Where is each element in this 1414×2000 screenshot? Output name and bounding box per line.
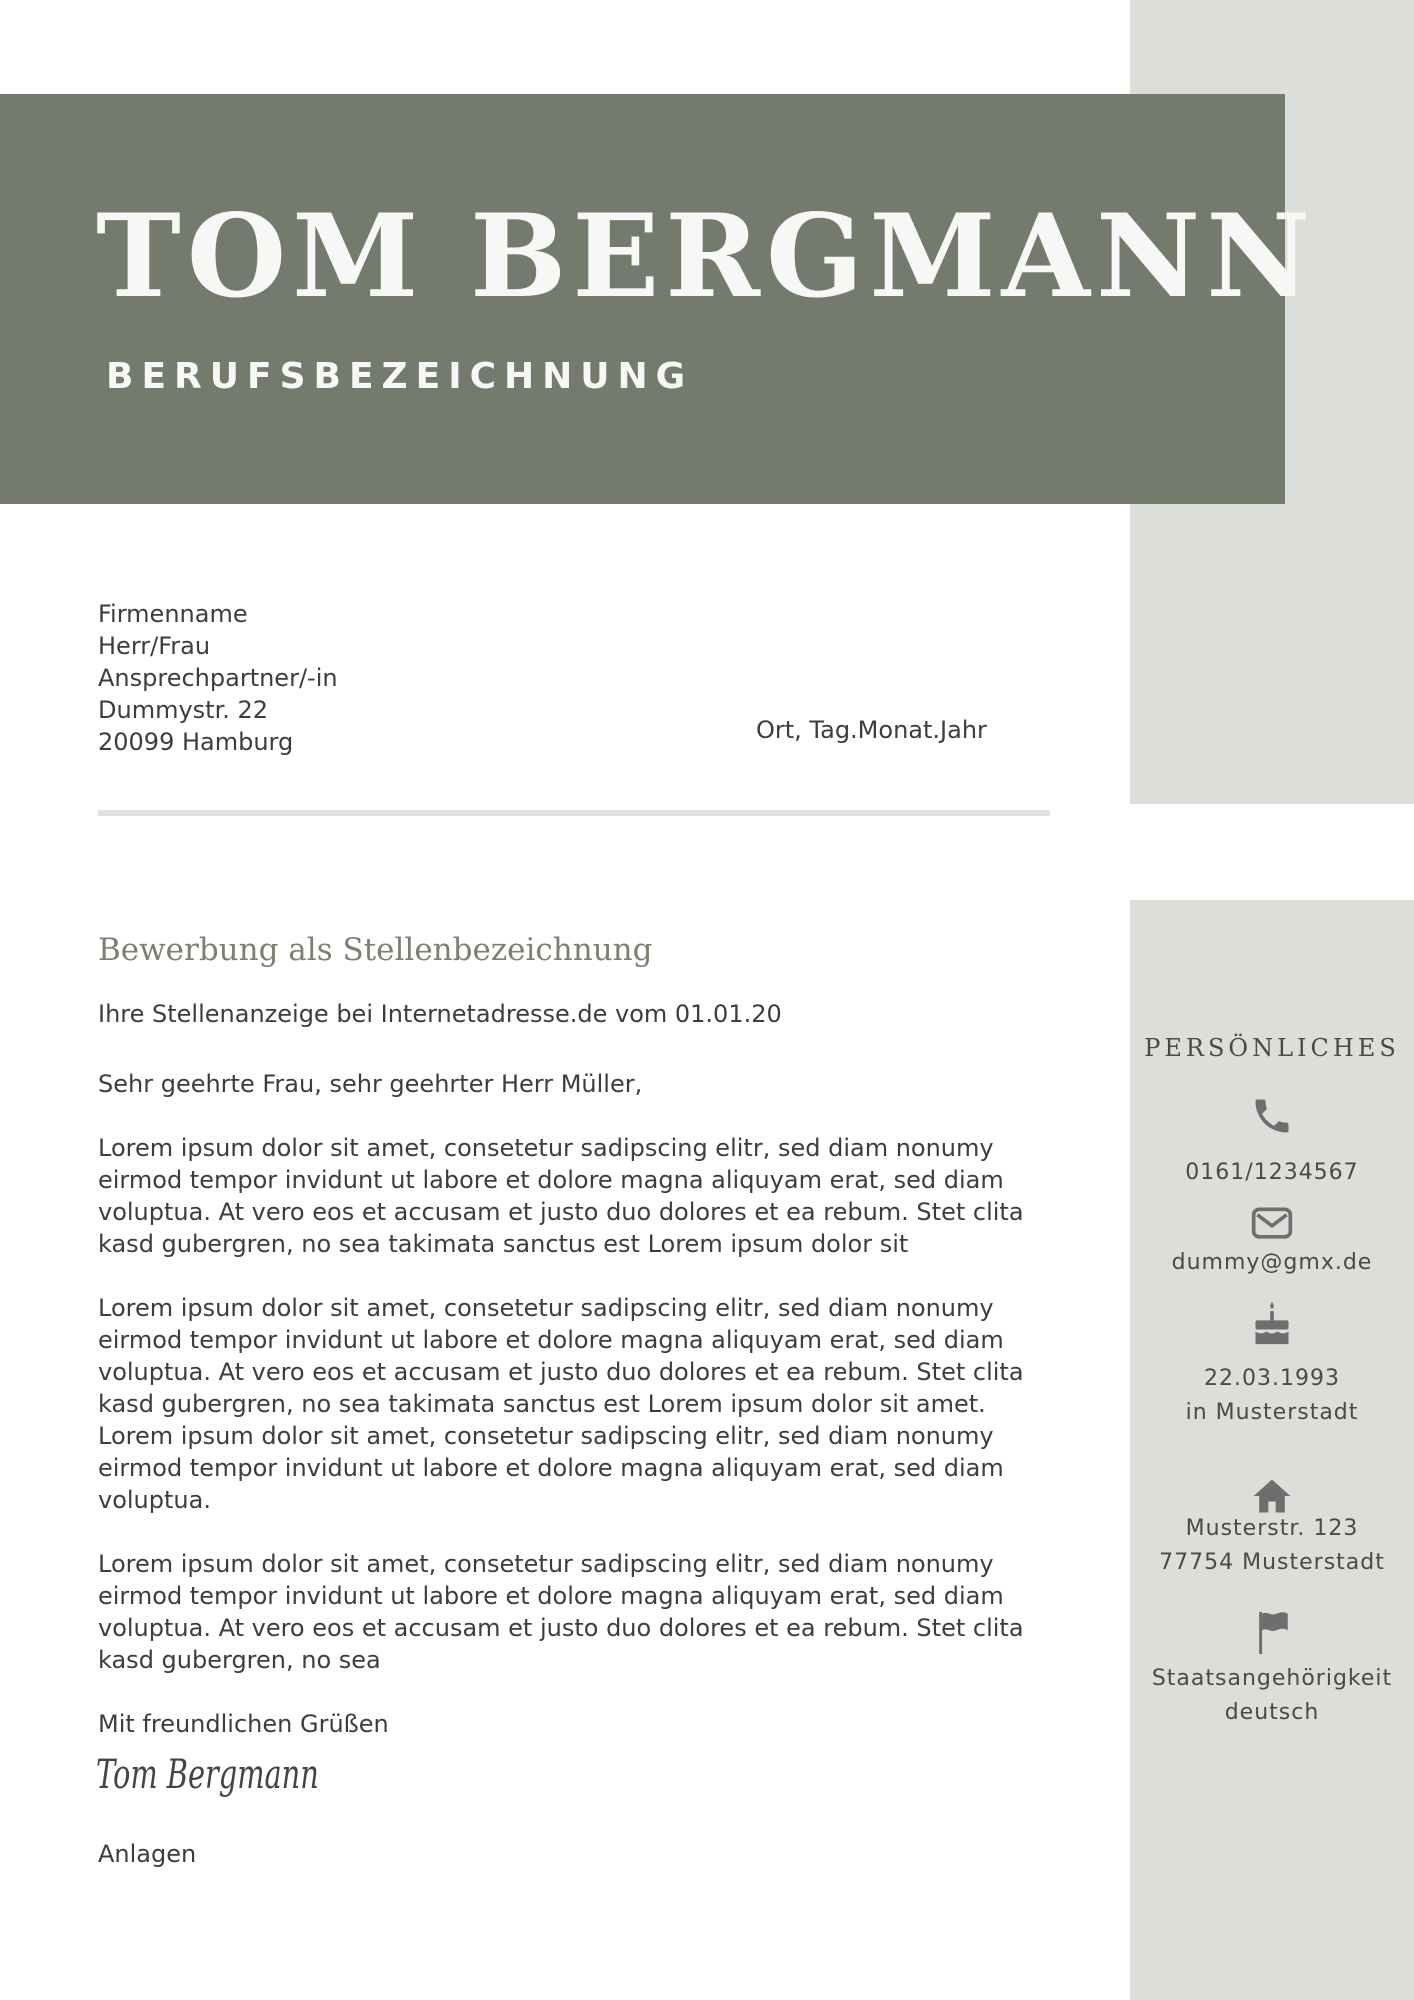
recipient-line: Dummystr. 22 [98,696,269,724]
street: Musterstr. 123 [1185,1516,1359,1541]
body-paragraph: Lorem ipsum dolor sit amet, consetetur sadipscing elitr, sed diam nonumy eirmod tempor invidunt ut labore et dolore magna aliquyam erat, sed diam voluptua. At vero eos et accusam et justo duo dolores et ea rebum. Stet clita kasd gubergren, no sea takimata sanctus est Lorem ipsum dolor sit [98,1134,1024,1258]
address-info [1130,1512,1414,1580]
recipient-line: 20099 Hamburg [98,728,294,756]
place-date: Ort, Tag.Monat.Jahr [756,716,987,744]
phone-info [1130,1156,1414,1190]
divider [98,810,1050,816]
body-paragraph: Lorem ipsum dolor sit amet, consetetur sadipscing elitr, sed diam nonumy eirmod tempor invidunt ut labore et dolore magna aliquyam erat, sed diam voluptua. At vero eos et accusam et justo duo dolores et ea rebum. Stet clita kasd gubergren, no sea takimata sanctus est Lorem ipsum dolor sit amet. Lorem ipsum dolor sit amet, consetetur sadipscing elitr, sed diam nonumy eirmod tempor invidunt ut labore et dolore magna aliquyam erat, sed diam voluptua. [98,1294,1024,1514]
letter-subject: Bewerbung als Stellenbezeichnung [98,932,653,968]
attachments: Anlagen [98,1840,197,1868]
recipient-line: Ansprechpartner/-in [98,664,338,692]
city: 77754 Musterstadt [1159,1550,1385,1575]
recipient-address [98,598,338,758]
mail-icon [1250,1204,1294,1244]
birth-place: in Musterstadt [1185,1400,1359,1425]
nationality-label: Staatsangehörigkeit [1151,1666,1393,1691]
salutation: Sehr geehrte Frau, sehr geehrter Herr Müller, [98,1070,643,1098]
phone-number: 0161/1234567 [1185,1160,1359,1185]
body-paragraph: Lorem ipsum dolor sit amet, consetetur sadipscing elitr, sed diam nonumy eirmod tempor invidunt ut labore et dolore magna aliquyam erat, sed diam voluptua. At vero eos et accusam et justo duo dolores et ea rebum. Stet clita kasd gubergren, no sea [98,1550,1024,1674]
signature: Tom Bergmann [96,1752,319,1798]
birth-info [1130,1362,1414,1430]
birthday-cake-icon [1250,1300,1294,1348]
sidebar-bottom-panel [1130,900,1414,2000]
recipient-line: Herr/Frau [98,632,211,660]
birth-date: 22.03.1993 [1204,1366,1340,1391]
letter-reference: Ihre Stellenanzeige bei Internetadresse.de vom 01.01.20 [98,1000,782,1028]
closing: Mit freundlichen Grüßen [98,1710,389,1738]
email-address: dummy@gmx.de [1171,1250,1373,1275]
nationality-info [1130,1662,1414,1730]
nationality: deutsch [1224,1700,1320,1725]
email-info [1130,1246,1414,1280]
letter-body [98,1068,1038,1708]
applicant-name: TOM BERGMANN [96,189,1317,323]
flag-icon [1250,1608,1294,1656]
job-title: BERUFSBEZEICHNUNG [106,356,694,397]
phone-icon [1250,1094,1294,1138]
recipient-line: Firmenname [98,600,248,628]
personal-section-title: PERSÖNLICHES [1144,1034,1400,1062]
